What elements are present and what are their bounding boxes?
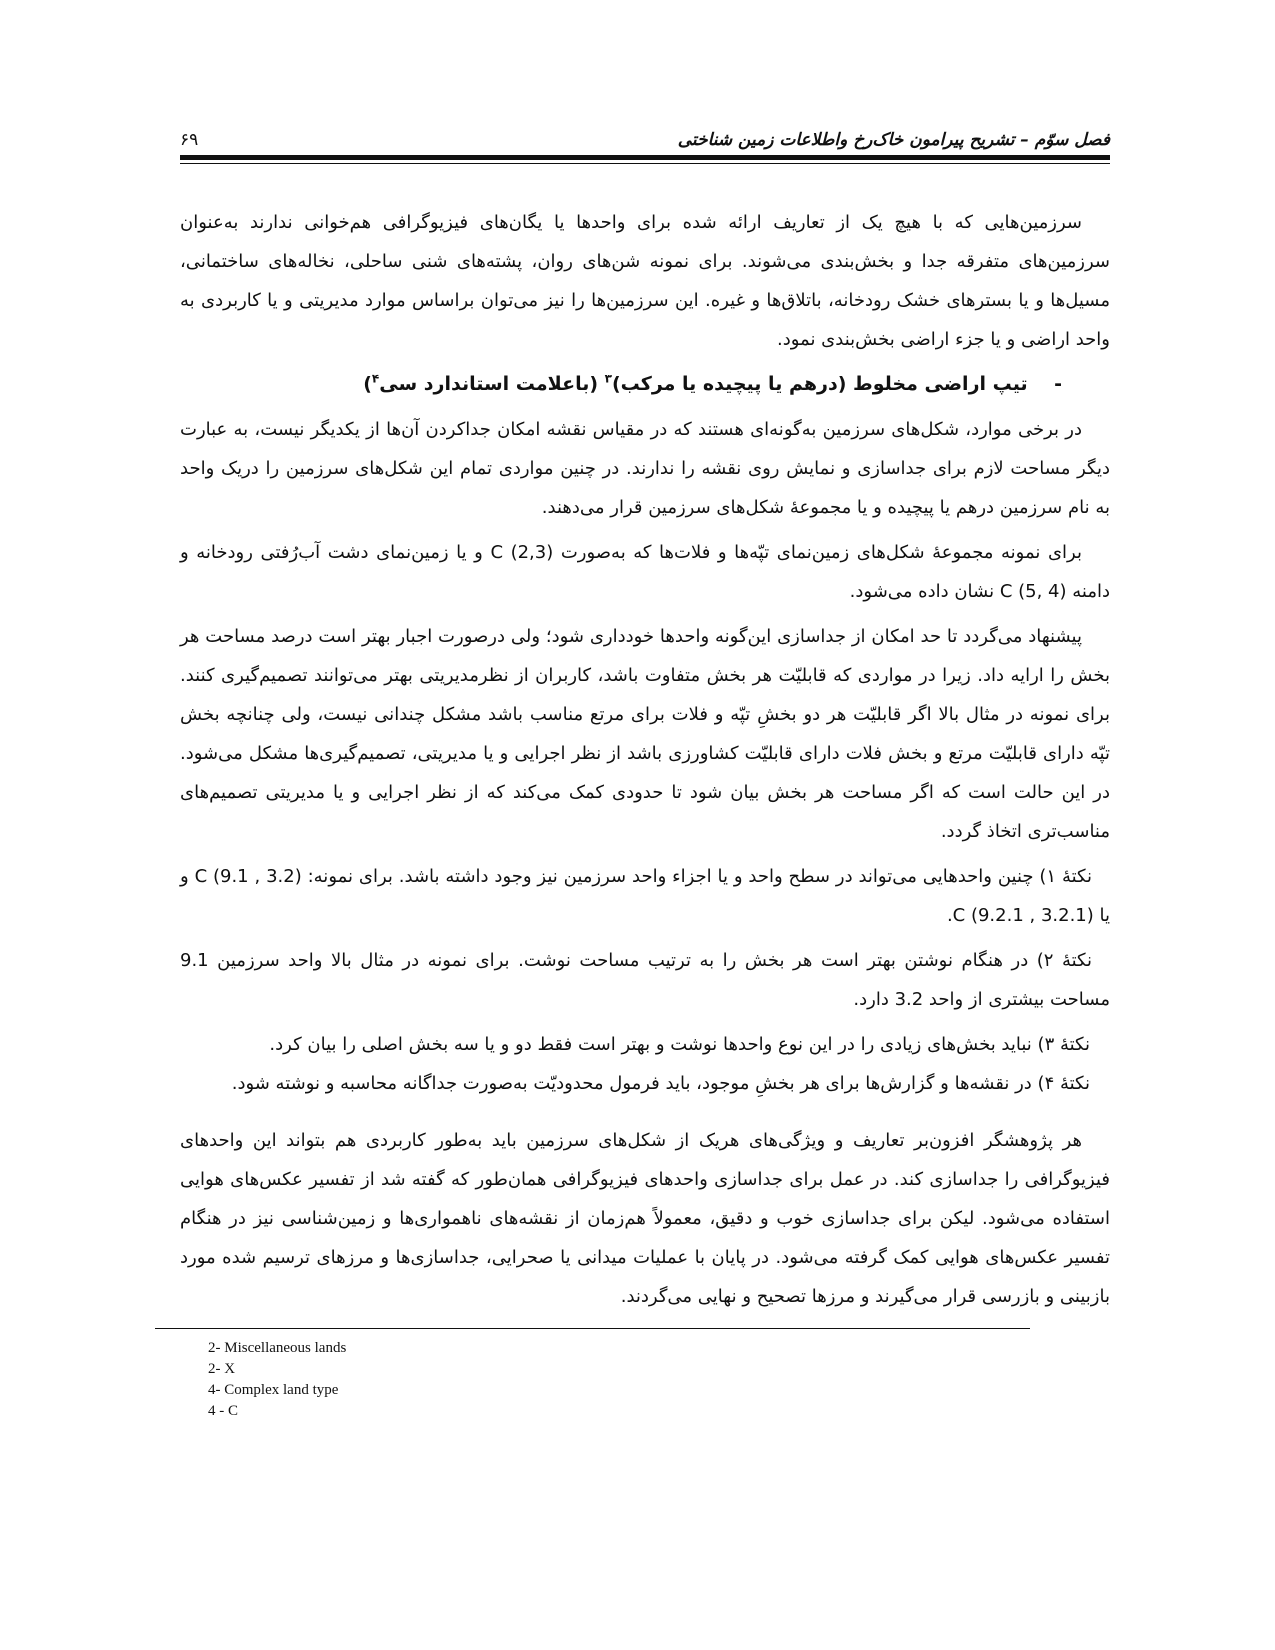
footnote-item: 2- Miscellaneous lands <box>208 1340 347 1356</box>
heading-text: تیپ اراضی مخلوط (درهم یا پیچیده یا مرکب) <box>611 373 1028 395</box>
paragraph-recommendation: پیشنهاد می‌گردد تا حد امکان از جداسازی این‌گونه واحدها خودداری شود؛ ولی درصورت اجبار بهتر است درصد مساحت هر بخش را ارایه داد. زیرا در مواردی که قابلیّت هر بخش متفاوت باشد، کاربران از نظرمدیریتی بهتر می‌توانند تصمیم‌گیری کنند. برای نمونه در مثال بالا اگر قابلیّت هر دو بخشِ تپّه و فلات برای مرتع مناسب باشد مشکل چندانی نیست، ولی چنانچه بخش تپّه دارای قابلیّت مرتع و بخش فلات دارای قابلیّت کشاورزی باشد از نظر اجرایی و یا مدیریتی، تصمیم‌گیری‌ها مشکل می‌شود. در این حالت است که اگر مساحت هر بخش بیان شود تا حدودی کمک می‌کند که از نظر اجرایی و یا مدیریتی تصمیم‌های مناسب‌تری اتخاذ گردد. <box>180 626 1110 842</box>
paragraph-researcher: هر پژوهشگر افزون‌بر تعاریف و ویژگی‌های هریک از شکل‌های سرزمین باید به‌طور کاربردی هم بتواند این واحدهای فیزیوگرافی را جداسازی کند. در عمل برای جداسازی واحدهای فیزیوگرافی همان‌طور که گفته شد از تفسیر عکس‌های هوایی استفاده می‌شود. لیکن برای جداسازی خوب و دقیق، معمولاً هم‌زمان از نقشه‌های ناهمواری‌ها و زمین‌شناسی نیز در هنگام تفسیر عکس‌های هوایی کمک گرفته می‌شود. در پایان با عملیات میدانی یا صحرایی، جداسازی‌ها و مرزهای ترسیم شده مورد بازبینی و بازرسی قرار می‌گیرند و مرزها تصحیح و نهایی می‌گردند. <box>180 1130 1110 1307</box>
paragraph-complex-example: برای نمونه مجموعهٔ شکل‌های زمین‌نمای تپّه‌ها و فلات‌ها که به‌صورت C (2,3) و یا زمین‌نمای دشت آب‌رُفتی رودخانه و دامنه C (5, 4) نشان داده می‌شود. <box>180 542 1110 602</box>
footnote-ref-3: ۳ <box>604 371 612 386</box>
page-number: ۶۹ <box>180 130 199 150</box>
heading-text-2: (باعلامت استاندارد سی <box>379 373 599 395</box>
heading-close: ) <box>363 373 372 395</box>
footnote-item: 4- Complex land type <box>208 1382 339 1398</box>
section-heading <box>180 365 1110 404</box>
footnote-item: 4 - C <box>208 1403 238 1419</box>
footnote-item: 2- X <box>208 1361 236 1377</box>
paragraph-miscellaneous-lands: سرزمین‌هایی که با هیچ یک از تعاریف ارائه شده برای واحدها یا یگان‌های فیزیوگرافی هم‌خوانی ندارند به‌عنوان سرزمین‌های متفرقه جدا و بخش‌بندی می‌شوند. برای نمونه شن‌های روان، پشته‌های شنی ساحلی، نخاله‌های ساختمانی، مسیل‌ها و یا بسترهای خشک رودخانه، باتلاق‌ها و غیره. این سرزمین‌ها را نیز می‌توان براساس موارد مدیریتی و یا کاربردی به واحد اراضی و یا جزء اراضی بخش‌بندی نمود. <box>180 212 1110 350</box>
footnote-ref-4: ۴ <box>371 371 380 386</box>
paragraph-complex-definition: در برخی موارد، شکل‌های سرزمین به‌گونه‌ای هستند که در مقیاس نقشه امکان جداکردن آن‌ها از یکدیگر نیست، به عبارت دیگر مساحت لازم برای جداسازی و نمایش روی نقشه را ندارند. در چنین مواردی تمام این شکل‌های سرزمین را دریک واحد به نام سرزمین درهم یا پیچیده و یا مجموعهٔ شکل‌های سرزمین قرار می‌دهند. <box>180 419 1110 518</box>
header-rule-thin <box>180 163 1110 164</box>
running-title: فصل سوّم – تشریح پیرامون خاک‌رخ واطلاعات زمین شناختی <box>677 130 1110 150</box>
footnotes <box>208 1338 346 1422</box>
header-rule-thick <box>180 155 1110 160</box>
body-text <box>180 203 1110 1316</box>
note-2: نکتهٔ ۲) در هنگام نوشتن بهتر است هر بخش را به ترتیب مساحت نوشت. برای نمونه در مثال بالا واحد سرزمین 9.1 مساحت بیشتری از واحد 3.2 دارد. <box>180 950 1110 1010</box>
note-4: نکتهٔ ۴) در نقشه‌ها و گزارش‌ها برای هر بخشِ موجود، باید فرمول محدودیّت به‌صورت جداگانه محاسبه و نوشته شود. <box>231 1073 1090 1094</box>
paragraph-gap <box>180 1103 1110 1121</box>
page-header <box>180 120 1110 160</box>
heading-dash: - <box>1054 373 1062 395</box>
note-3: نکتهٔ ۳) نباید بخش‌های زیادی را در این نوع واحدها نوشت و بهتر است فقط دو و یا سه بخش اصلی را بیان کرد. <box>269 1034 1090 1055</box>
note-1: نکتهٔ ۱) چنین واحدهایی می‌تواند در سطح واحد و یا اجزاء واحد سرزمین نیز وجود داشته باشد. برای نمونه: C (9.1 , 3.2) و یا C (9.2.1 , 3.2.1). <box>180 866 1110 926</box>
footnote-rule <box>155 1328 1030 1329</box>
